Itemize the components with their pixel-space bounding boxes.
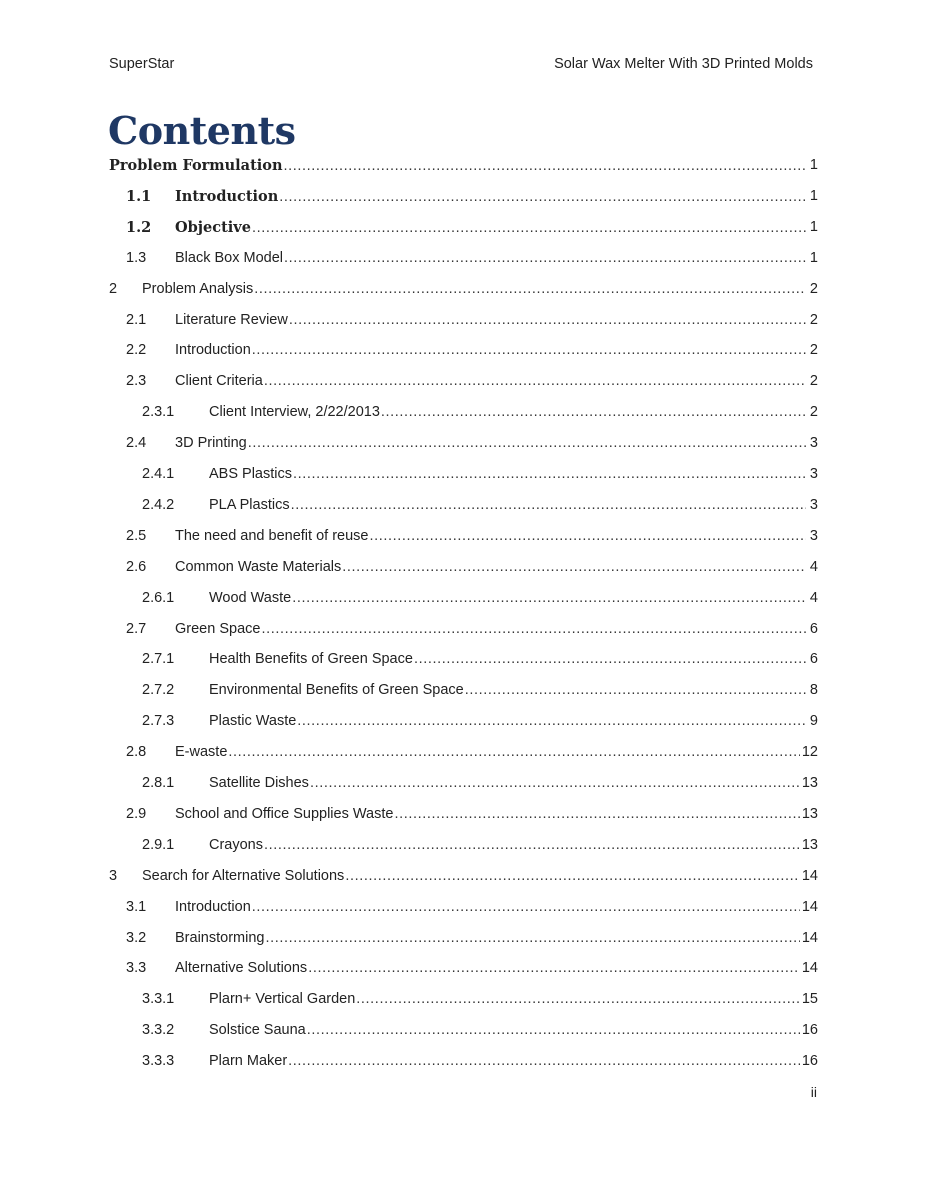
toc-entry-page: 1 xyxy=(809,249,818,266)
toc-entry-label: Satellite Dishes xyxy=(209,775,309,791)
toc-entry-page: 15 xyxy=(801,991,818,1008)
toc-entry[interactable] xyxy=(0,590,926,614)
toc-entry[interactable] xyxy=(0,930,926,954)
toc-entry-label: Plarn+ Vertical Garden xyxy=(209,991,356,1008)
toc-entry-label: Introduction xyxy=(175,898,251,915)
toc-entry-label: Brainstorming xyxy=(175,929,265,946)
toc-entry[interactable] xyxy=(0,312,926,336)
toc-entry-label: Client Criteria xyxy=(175,373,263,390)
toc-leader-dots xyxy=(252,342,806,358)
toc-entry[interactable] xyxy=(0,837,926,861)
toc-entry-label: Environmental Benefits of Green Space xyxy=(209,682,464,699)
toc-entry[interactable] xyxy=(0,497,926,521)
toc-leader-dots xyxy=(292,590,806,606)
toc-leader-dots xyxy=(265,930,800,946)
toc-entry-number: 3.3.1 xyxy=(142,991,175,1008)
toc-entry[interactable] xyxy=(0,621,926,645)
toc-entry-number: 2 xyxy=(109,280,118,297)
toc-entry-number: 2.2 xyxy=(126,342,147,359)
toc-entry-label: Objective xyxy=(175,218,251,236)
header-right-text: Solar Wax Melter With 3D Printed Molds xyxy=(554,56,813,72)
toc-entry[interactable] xyxy=(0,651,926,675)
toc-entry-number: 3.3.2 xyxy=(142,1022,175,1039)
toc-leader-dots xyxy=(228,744,800,760)
toc-entry[interactable] xyxy=(0,404,926,428)
toc-entry-label: Introduction xyxy=(175,342,251,359)
toc-entry[interactable] xyxy=(0,991,926,1015)
toc-entry-number: 1.2 xyxy=(126,218,152,236)
toc-entry-number: 2.4.2 xyxy=(142,496,175,513)
toc-entry-number: 3 xyxy=(109,867,118,884)
toc-leader-dots xyxy=(308,960,800,976)
toc-entry-page: 3 xyxy=(809,435,818,452)
toc-leader-dots xyxy=(381,404,806,420)
toc-entry[interactable] xyxy=(0,806,926,830)
toc-entry-number: 2.7.2 xyxy=(142,682,175,699)
toc-entry-number: 2.9.1 xyxy=(142,836,175,853)
toc-entry-number: 2.1 xyxy=(126,311,147,328)
toc-entry[interactable] xyxy=(0,342,926,366)
toc-entry-page: 16 xyxy=(801,1053,818,1070)
toc-leader-dots xyxy=(291,497,806,513)
toc-entry-number: 2.7.1 xyxy=(142,651,175,668)
toc-entry-number: 2.3 xyxy=(126,373,147,390)
toc-entry-label: Black Box Model xyxy=(175,249,283,266)
toc-entry-label: Plarn Maker xyxy=(209,1053,288,1070)
toc-entry-label: Green Space xyxy=(175,620,261,637)
toc-leader-dots xyxy=(356,991,800,1007)
toc-leader-dots xyxy=(252,899,800,915)
toc-leader-dots xyxy=(261,621,806,637)
toc-leader-dots xyxy=(279,189,806,205)
toc-leader-dots xyxy=(297,713,806,729)
toc-entry-page: 3 xyxy=(809,466,818,482)
toc-entry-page: 13 xyxy=(801,805,818,822)
toc-leader-dots xyxy=(369,528,806,544)
toc-entry-label: Literature Review xyxy=(175,311,288,328)
toc-leader-dots xyxy=(248,435,806,451)
toc-entry[interactable] xyxy=(0,775,926,799)
toc-entry-number: 2.6 xyxy=(126,558,147,575)
toc-entry-number: 2.6.1 xyxy=(142,589,175,606)
toc-entry[interactable] xyxy=(0,250,926,274)
toc-leader-dots xyxy=(394,806,800,822)
toc-entry[interactable] xyxy=(0,157,926,181)
toc-entry-number: 2.8 xyxy=(126,744,147,761)
toc-entry[interactable] xyxy=(0,1053,926,1077)
toc-entry-label: Health Benefits of Green Space xyxy=(209,651,413,668)
toc-entry-page: 2 xyxy=(809,280,818,297)
toc-entry-label: Plastic Waste xyxy=(209,713,297,730)
page-title: Contents xyxy=(108,108,296,153)
toc-entry-number: 3.3 xyxy=(126,960,147,977)
toc-entry-page: 2 xyxy=(809,342,818,359)
toc-entry[interactable] xyxy=(0,868,926,892)
toc-entry-page: 1 xyxy=(809,157,818,173)
toc-entry-page: 13 xyxy=(801,836,818,853)
toc-entry-label: Client Interview, 2/22/2013 xyxy=(209,404,380,421)
toc-entry-page: 6 xyxy=(809,651,818,668)
toc-entry-page: 4 xyxy=(809,558,818,575)
toc-entry-number: 2.4.1 xyxy=(142,466,175,482)
toc-entry[interactable] xyxy=(0,188,926,212)
toc-entry[interactable] xyxy=(0,219,926,243)
toc-entry-page: 3 xyxy=(809,496,818,513)
toc-entry-label: Problem Analysis xyxy=(142,280,254,297)
toc-entry-number: 3.2 xyxy=(126,929,147,946)
toc-entry-label: PLA Plastics xyxy=(209,496,290,513)
toc-leader-dots xyxy=(288,1053,800,1069)
toc-entry-number: 3.3.3 xyxy=(142,1053,175,1070)
toc-leader-dots xyxy=(264,837,800,853)
toc-entry-label: Alternative Solutions xyxy=(175,960,308,977)
toc-leader-dots xyxy=(307,1022,800,1038)
toc-entry-number: 2.3.1 xyxy=(142,404,175,421)
toc-entry-label: Problem Formulation xyxy=(109,157,283,174)
toc-entry[interactable] xyxy=(0,713,926,737)
toc-entry-page: 6 xyxy=(809,620,818,637)
toc-entry[interactable] xyxy=(0,559,926,583)
toc-entry-page: 14 xyxy=(801,898,818,915)
toc-leader-dots xyxy=(293,466,806,482)
toc-entry-page: 1 xyxy=(809,187,818,204)
toc-entry-number: 3.1 xyxy=(126,898,147,915)
toc-entry-page: 1 xyxy=(809,218,818,235)
toc-entry[interactable] xyxy=(0,281,926,305)
toc-entry-label: E-waste xyxy=(175,744,228,761)
toc-leader-dots xyxy=(254,281,806,297)
toc-entry[interactable] xyxy=(0,528,926,552)
toc-leader-dots xyxy=(284,158,807,174)
toc-entry-page: 13 xyxy=(801,775,818,791)
toc-entry-page: 4 xyxy=(809,589,818,606)
header-left-text: SuperStar xyxy=(109,56,175,72)
toc-entry-number: 2.8.1 xyxy=(142,775,175,791)
toc-entry-page: 8 xyxy=(809,682,818,699)
toc-entry[interactable] xyxy=(0,1022,926,1046)
toc-entry-number: 2.9 xyxy=(126,805,147,822)
toc-entry[interactable] xyxy=(0,682,926,706)
toc-entry-label: Crayons xyxy=(209,836,263,853)
toc-entry[interactable] xyxy=(0,744,926,768)
footer-page-number: ii xyxy=(810,1084,817,1100)
toc-entry-page: 9 xyxy=(809,713,818,730)
toc-entry-number: 2.7.3 xyxy=(142,713,175,730)
toc-entry-label: Wood Waste xyxy=(209,589,292,606)
toc-entry[interactable] xyxy=(0,373,926,397)
toc-entry-page: 12 xyxy=(801,744,818,761)
toc-entry-label: 3D Printing xyxy=(175,435,247,452)
toc-entry[interactable] xyxy=(0,435,926,459)
toc-entry-page: 16 xyxy=(801,1022,818,1039)
toc-entry-label: Solstice Sauna xyxy=(209,1022,306,1039)
toc-leader-dots xyxy=(264,373,806,389)
toc-entry-number: 2.7 xyxy=(126,620,147,637)
toc-leader-dots xyxy=(414,651,806,667)
toc-entry-number: 1.1 xyxy=(126,187,152,205)
toc-leader-dots xyxy=(342,559,806,575)
toc-entry-page: 3 xyxy=(809,527,818,544)
toc-leader-dots xyxy=(252,220,806,236)
toc-leader-dots xyxy=(289,312,806,328)
toc-entry-number: 2.5 xyxy=(126,527,147,544)
toc-entry-page: 2 xyxy=(809,311,818,328)
toc-entry[interactable] xyxy=(0,960,926,984)
toc-entry-label: School and Office Supplies Waste xyxy=(175,805,394,822)
toc-entry-label: The need and benefit of reuse xyxy=(175,527,369,544)
toc-entry-page: 2 xyxy=(809,404,818,421)
toc-leader-dots xyxy=(310,775,800,791)
toc-entry-page: 14 xyxy=(801,960,818,977)
toc-entry-number: 2.4 xyxy=(126,435,147,452)
toc-entry[interactable] xyxy=(0,899,926,923)
toc-entry-label: Common Waste Materials xyxy=(175,558,342,575)
toc-entry[interactable] xyxy=(0,466,926,490)
toc-leader-dots xyxy=(345,868,800,884)
toc-entry-label: Introduction xyxy=(175,187,279,205)
toc-entry-page: 14 xyxy=(801,929,818,946)
toc-leader-dots xyxy=(284,250,806,266)
toc-leader-dots xyxy=(465,682,806,698)
toc-entry-label: ABS Plastics xyxy=(209,466,292,482)
toc-entry-label: Search for Alternative Solutions xyxy=(142,867,345,884)
toc-entry-page: 2 xyxy=(809,373,818,390)
toc-entry-page: 14 xyxy=(801,867,818,884)
toc-entry-number: 1.3 xyxy=(126,249,147,266)
